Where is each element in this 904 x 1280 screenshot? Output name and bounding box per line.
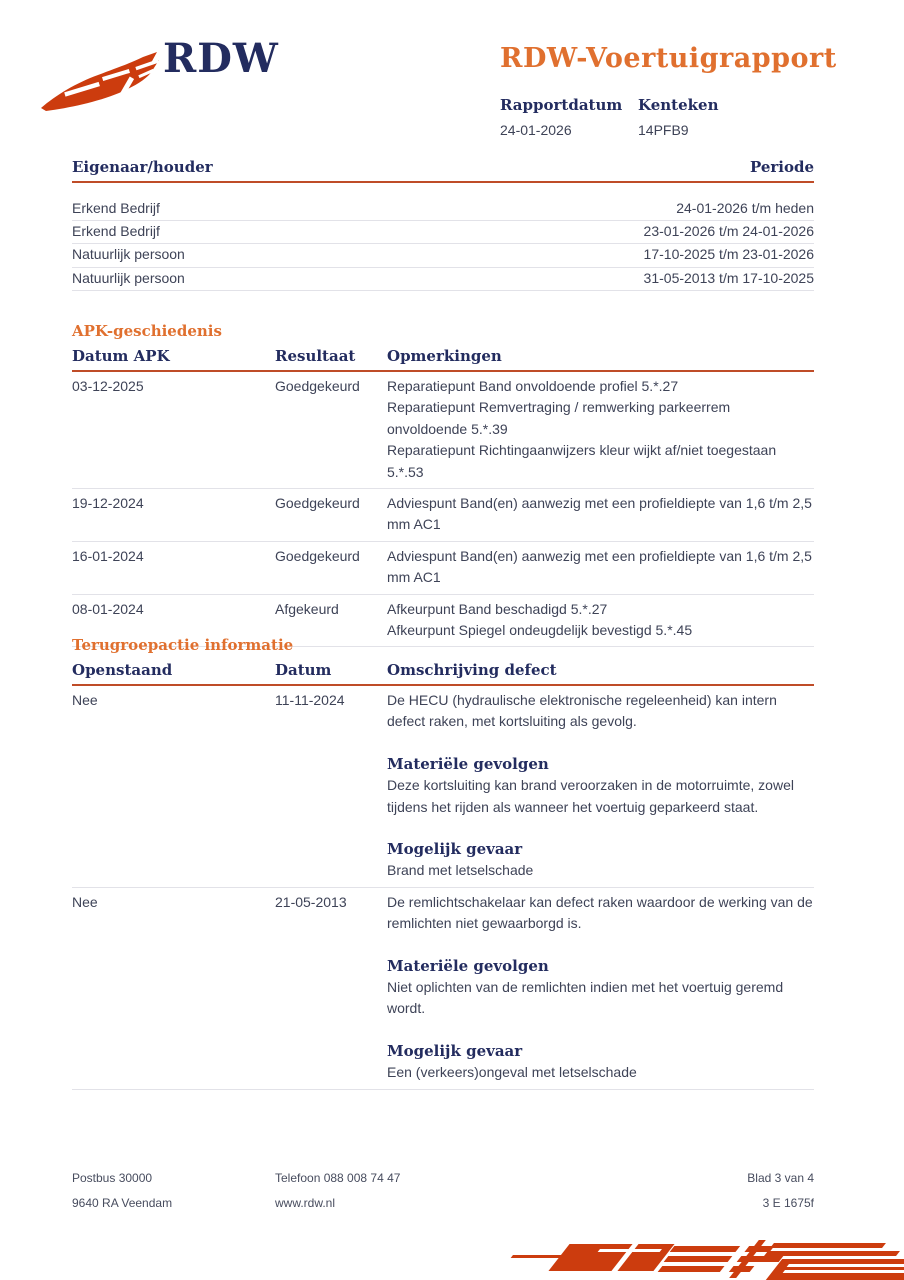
owner-period: 17-10-2025 t/m 23-01-2026 <box>643 246 814 263</box>
owner-type: Erkend Bedrijf <box>72 200 160 216</box>
apk-remark: Reparatiepunt Richtingaanwijzers kleur wijkt af/niet toegestaan 5.*.53 <box>387 442 777 480</box>
owner-type: Natuurlijk persoon <box>72 246 185 263</box>
apk-date: 08-01-2024 <box>72 600 144 617</box>
recall-open-column-header: Openstaand <box>72 661 173 679</box>
page-title: RDW-Voertuigrapport <box>500 43 837 74</box>
recall-defect-text: De HECU (hydraulische elektronische regeleenheid) kan intern defect raken, met kortsluiting als gevolg. <box>387 692 777 730</box>
recall-defect-text: De remlichtschakelaar kan defect raken waardoor de werking van de remlichten niet gewaarborgd is. <box>387 893 813 932</box>
footer-city: 9640 RA Veendam <box>72 1196 173 1210</box>
table-row <box>72 268 814 291</box>
apk-history-section <box>72 322 814 647</box>
apk-history-heading: APK-geschiedenis <box>72 322 222 340</box>
license-plate-label: Kenteken <box>638 96 719 114</box>
table-row <box>72 542 814 595</box>
license-plate-group <box>638 96 718 141</box>
speed-stripes-decoration-icon <box>504 1235 904 1280</box>
recall-date: 11-11-2024 <box>275 692 345 708</box>
owner-holder-header-row <box>72 158 814 183</box>
footer-doc-code: 3 E 1675f <box>762 1196 814 1210</box>
apk-remarks-column-header: Opmerkingen <box>387 347 502 365</box>
recall-open: Nee <box>72 893 98 910</box>
owner-holder-table <box>72 198 814 291</box>
apk-result: Goedgekeurd <box>275 378 360 394</box>
table-row <box>72 221 814 244</box>
footer-contact <box>275 1166 400 1216</box>
brand-wordmark: RDW <box>163 35 279 82</box>
possible-danger-text: Brand met letselschade <box>387 862 534 879</box>
apk-remark: Reparatiepunt Band onvoldoende profiel 5.*.27 <box>387 378 679 394</box>
footer-website: www.rdw.nl <box>275 1196 336 1210</box>
footer-page-number: Blad 3 van 4 <box>747 1171 814 1185</box>
owner-period: 31-05-2013 t/m 17-10-2025 <box>643 269 814 286</box>
apk-date: 16-01-2024 <box>72 547 144 564</box>
owner-holder-column-header: Eigenaar/houder <box>72 158 213 176</box>
apk-history-header-row <box>72 347 814 372</box>
apk-date-column-header: Datum APK <box>72 347 170 365</box>
rdw-feather-logo-icon <box>38 50 163 114</box>
possible-danger-label: Mogelijk gevaar <box>387 1041 523 1060</box>
recall-open: Nee <box>72 692 98 708</box>
apk-result: Goedgekeurd <box>275 547 360 564</box>
owner-period: 23-01-2026 t/m 24-01-2026 <box>643 223 814 240</box>
report-date-label: Rapportdatum <box>500 96 623 114</box>
period-column-header: Periode <box>749 158 814 176</box>
apk-remark: Afkeurpunt Spiegel ondeugdelijk bevestigd 5.*.45 <box>387 622 693 639</box>
owner-type: Erkend Bedrijf <box>72 223 160 240</box>
recall-detail <box>387 892 814 1084</box>
apk-remarks <box>387 546 814 589</box>
apk-date: 03-12-2025 <box>72 378 144 394</box>
footer-phone: Telefoon 088 008 74 47 <box>275 1171 401 1185</box>
report-date-value: 24-01-2026 <box>500 122 572 138</box>
apk-remark: Reparatiepunt Remvertraging / remwerking parkeerrem onvoldoende 5.*.39 <box>387 399 731 437</box>
report-date-group <box>500 96 638 141</box>
possible-danger-text: Een (verkeers)ongeval met letselschade <box>387 1064 637 1081</box>
title-block <box>500 42 840 141</box>
owner-holder-section <box>72 158 814 291</box>
apk-remark: Adviespunt Band(en) aanwezig met een profieldiepte van 1,6 t/m 2,5 mm AC1 <box>387 547 812 586</box>
owner-type: Natuurlijk persoon <box>72 269 185 286</box>
material-consequences-label: Materiële gevolgen <box>387 956 549 975</box>
apk-remarks <box>387 376 814 483</box>
material-consequences-text: Niet oplichten van de remlichten indien met het voertuig geremd wordt. <box>387 979 784 1017</box>
recall-detail <box>387 690 814 882</box>
table-row <box>72 244 814 267</box>
footer-postbox: Postbus 30000 <box>72 1171 153 1185</box>
owner-period: 24-01-2026 t/m heden <box>676 200 814 216</box>
apk-remark: Afkeurpunt Band beschadigd 5.*.27 <box>387 600 608 617</box>
table-row <box>72 489 814 542</box>
table-row <box>72 888 814 1090</box>
footer-address <box>72 1166 172 1216</box>
possible-danger-label: Mogelijk gevaar <box>387 840 523 859</box>
apk-remarks <box>387 493 814 536</box>
license-plate-value: 14PFB9 <box>638 122 689 138</box>
apk-result-column-header: Resultaat <box>275 347 356 365</box>
recall-info-heading: Terugroepactie informatie <box>72 636 294 654</box>
apk-remark: Adviespunt Band(en) aanwezig met een profieldiepte van 1,6 t/m 2,5 mm AC1 <box>387 495 812 533</box>
recall-header-row <box>72 661 814 686</box>
recall-date: 21-05-2013 <box>275 893 347 910</box>
table-row <box>72 198 814 221</box>
footer-page-info <box>747 1166 814 1216</box>
recall-info-section <box>72 636 814 1090</box>
table-row <box>72 686 814 888</box>
report-meta <box>500 96 840 141</box>
apk-date: 19-12-2024 <box>72 495 144 512</box>
material-consequences-label: Materiële gevolgen <box>387 754 549 773</box>
recall-date-column-header: Datum <box>275 661 332 679</box>
apk-result: Afgekeurd <box>275 600 339 617</box>
apk-result: Goedgekeurd <box>275 495 360 512</box>
material-consequences-text: Deze kortsluiting kan brand veroorzaken in de motorruimte, zowel tijdens het rijden als wanneer het voertuig geparkeerd staat. <box>387 777 794 815</box>
recall-defect-column-header: Omschrijving defect <box>387 661 557 679</box>
table-row <box>72 372 814 489</box>
